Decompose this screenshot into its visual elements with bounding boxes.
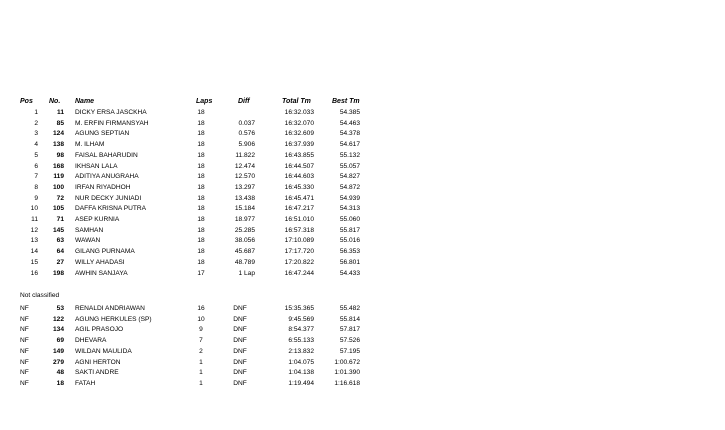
cell-total-time: 16:43.855 (284, 151, 314, 159)
cell-total-time: 9:45.569 (288, 315, 314, 323)
cell-total-time: 16:57.318 (284, 226, 314, 234)
table-row (0, 247, 725, 257)
cell-laps: 18 (197, 205, 205, 213)
cell-pos: 8 (34, 183, 38, 191)
cell-total-time: 16:47.244 (284, 269, 314, 277)
table-row (0, 119, 725, 129)
cell-best-time: 55.814 (339, 315, 360, 323)
cell-name: RENALDI ANDRIAWAN (75, 305, 145, 312)
cell-laps: 18 (197, 237, 205, 245)
cell-name: DHEVARA (75, 337, 107, 345)
cell-pos: NF (20, 379, 29, 387)
cell-best-time: 54.433 (339, 269, 360, 277)
cell-name: AGNI HERTON (75, 358, 121, 366)
cell-laps: 18 (197, 248, 205, 256)
cell-diff: 25.285 (234, 226, 255, 234)
cell-number: 71 (56, 216, 64, 223)
cell-pos: NF (20, 369, 29, 377)
table-row (0, 336, 725, 346)
cell-pos: NF (20, 315, 29, 323)
table-row (0, 204, 725, 214)
cell-best-time: 54.378 (339, 130, 360, 138)
cell-best-time: 55.482 (339, 305, 360, 312)
cell-diff: 0.576 (238, 130, 255, 138)
cell-pos: 7 (34, 173, 38, 181)
header-name: Name (75, 98, 95, 105)
table-row (0, 236, 725, 246)
cell-diff: DNF (233, 326, 247, 334)
cell-pos: NF (20, 347, 29, 355)
cell-laps: 17 (197, 269, 205, 277)
cell-diff: 15.184 (234, 205, 255, 213)
cell-number: 138 (52, 141, 64, 149)
cell-number: 11 (57, 109, 64, 116)
cell-number: 69 (56, 337, 64, 345)
cell-diff: DNF (233, 369, 247, 377)
cell-number: 149 (52, 347, 64, 355)
cell-total-time: 16:45.471 (284, 194, 314, 202)
cell-best-time: 54.872 (339, 183, 360, 191)
cell-diff: 13.297 (234, 183, 255, 191)
cell-diff: DNF (233, 337, 247, 345)
not-classified-label: Not classified (20, 292, 60, 299)
cell-number: 63 (56, 237, 64, 245)
cell-laps: 18 (197, 173, 205, 181)
cell-total-time: 8:54.377 (288, 326, 314, 334)
cell-name: SAKTI ANDRE (75, 369, 119, 377)
cell-name: WILDAN MAULIDA (75, 347, 132, 355)
cell-diff: DNF (233, 315, 247, 323)
cell-laps: 2 (199, 347, 203, 355)
table-row (0, 183, 725, 193)
cell-number: 105 (52, 205, 64, 213)
cell-pos: NF (20, 305, 29, 312)
cell-laps: 9 (199, 326, 203, 334)
cell-laps: 18 (197, 130, 205, 138)
table-row (0, 258, 725, 268)
table-row (0, 269, 725, 279)
cell-diff: 12.570 (234, 173, 255, 181)
cell-name: DAFFA KRISNA PUTRA (75, 205, 147, 213)
cell-name: WILLY AHADASI (75, 258, 125, 266)
cell-best-time: 57.526 (339, 337, 360, 345)
cell-name: AGUNG SEPTIAN (75, 130, 130, 138)
table-row (0, 347, 725, 357)
cell-laps: 10 (197, 315, 205, 323)
cell-total-time: 1:04.138 (288, 369, 314, 377)
cell-number: 27 (56, 258, 64, 266)
cell-total-time: 15:35.365 (284, 305, 314, 312)
cell-number: 168 (52, 162, 64, 170)
cell-total-time: 16:44.507 (284, 162, 314, 170)
cell-total-time: 17:20.822 (284, 258, 314, 266)
cell-total-time: 17:17.720 (284, 248, 314, 256)
cell-best-time: 55.132 (339, 151, 360, 159)
cell-pos: 13 (30, 237, 38, 245)
cell-number: 100 (52, 183, 64, 191)
cell-total-time: 16:32.033 (284, 109, 314, 116)
cell-best-time: 54.313 (339, 205, 360, 213)
cell-best-time: 54.385 (339, 109, 360, 116)
table-row (0, 108, 725, 118)
cell-number: 279 (52, 358, 64, 366)
cell-laps: 18 (197, 216, 205, 223)
cell-total-time: 16:32.070 (284, 119, 314, 127)
table-row (0, 325, 725, 335)
cell-laps: 18 (197, 226, 205, 234)
cell-diff: 1 Lap (238, 269, 255, 277)
cell-laps: 18 (197, 141, 205, 149)
table-row (0, 379, 725, 389)
cell-best-time: 56.353 (339, 248, 360, 256)
cell-pos: 11 (31, 216, 38, 223)
table-header (0, 97, 725, 107)
cell-best-time: 57.817 (339, 326, 360, 334)
cell-best-time: 54.617 (339, 141, 360, 149)
cell-total-time: 16:44.603 (284, 173, 314, 181)
cell-diff: 38.056 (234, 237, 255, 245)
table-row (0, 368, 725, 378)
cell-laps: 1 (199, 358, 203, 366)
cell-number: 198 (52, 269, 64, 277)
cell-best-time: 55.016 (339, 237, 360, 245)
cell-laps: 1 (199, 369, 203, 377)
cell-number: 48 (56, 369, 64, 377)
cell-total-time: 16:47.217 (284, 205, 314, 213)
cell-number: 134 (52, 326, 64, 334)
cell-total-time: 2:13.832 (288, 347, 314, 355)
cell-diff: DNF (233, 305, 247, 312)
cell-laps: 18 (197, 162, 205, 170)
cell-number: 18 (56, 379, 64, 387)
cell-diff: 0.037 (238, 119, 255, 127)
cell-number: 124 (52, 130, 64, 138)
cell-name: AWHIN SANJAYA (75, 269, 128, 277)
cell-name: AGUNG HERKULES (SP) (75, 315, 152, 323)
cell-pos: 14 (30, 248, 38, 256)
cell-name: AGIL PRASOJO (75, 326, 124, 334)
cell-name: GILANG PURNAMA (75, 248, 135, 256)
cell-pos: 2 (34, 119, 38, 127)
cell-pos: NF (20, 337, 29, 345)
cell-total-time: 16:32.609 (284, 130, 314, 138)
cell-laps: 18 (197, 151, 205, 159)
cell-total-time: 1:04.075 (288, 358, 314, 366)
cell-number: 145 (52, 226, 64, 234)
header-pos: Pos (20, 98, 33, 105)
header-total: Total Tm (282, 98, 311, 105)
cell-total-time: 16:51.010 (284, 216, 314, 223)
cell-diff: 12.474 (234, 162, 255, 170)
cell-diff: 45.687 (234, 248, 255, 256)
header-no: No. (49, 98, 61, 105)
cell-laps: 1 (199, 379, 203, 387)
cell-laps: 18 (197, 258, 205, 266)
table-row (0, 151, 725, 161)
cell-pos: NF (20, 326, 29, 334)
cell-total-time: 16:37.939 (284, 141, 314, 149)
cell-pos: 1 (34, 109, 38, 116)
cell-pos: 6 (34, 162, 38, 170)
table-row (0, 215, 725, 225)
cell-diff: 18.977 (234, 216, 255, 223)
cell-name: ADITIYA ANUGRAHA (75, 173, 139, 181)
cell-name: DICKY ERSA JASCKHA (75, 109, 147, 116)
cell-name: ASEP KURNIA (75, 216, 120, 223)
cell-best-time: 54.463 (339, 119, 360, 127)
table-row (0, 226, 725, 236)
cell-best-time: 1:00.672 (334, 358, 360, 366)
cell-number: 85 (56, 119, 64, 127)
table-row (0, 129, 725, 139)
table-row (0, 194, 725, 204)
cell-laps: 18 (197, 119, 205, 127)
cell-name: M. ERFIN FIRMANSYAH (75, 119, 149, 127)
cell-best-time: 57.195 (339, 347, 360, 355)
table-row (0, 140, 725, 150)
header-laps: Laps (196, 98, 213, 105)
cell-best-time: 1:16.618 (334, 379, 360, 387)
cell-pos: 4 (34, 141, 38, 149)
table-row (0, 358, 725, 368)
cell-name: FATAH (75, 379, 96, 387)
cell-name: IRFAN RIYADHOH (75, 183, 131, 191)
cell-number: 72 (56, 194, 64, 202)
cell-pos: 16 (30, 269, 38, 277)
cell-diff: 5.906 (238, 141, 255, 149)
cell-diff: DNF (233, 347, 247, 355)
cell-diff: 13.438 (234, 194, 255, 202)
cell-diff: DNF (233, 358, 247, 366)
header-diff: Diff (238, 98, 250, 105)
cell-best-time: 56.801 (339, 258, 360, 266)
cell-name: NUR DECKY JUNIADI (75, 194, 142, 202)
cell-number: 119 (53, 173, 64, 181)
cell-total-time: 6:55.133 (288, 337, 314, 345)
cell-laps: 18 (197, 183, 205, 191)
cell-best-time: 1:01.390 (334, 369, 360, 377)
cell-number: 98 (56, 151, 64, 159)
cell-pos: 5 (34, 151, 38, 159)
cell-best-time: 54.827 (339, 173, 360, 181)
table-row (0, 304, 725, 314)
table-row (0, 172, 725, 182)
cell-best-time: 55.057 (339, 162, 360, 170)
cell-total-time: 16:45.330 (284, 183, 314, 191)
cell-total-time: 17:10.089 (284, 237, 314, 245)
cell-name: FAISAL BAHARUDIN (75, 151, 138, 159)
cell-laps: 16 (197, 305, 205, 312)
cell-diff: 11.822 (235, 151, 255, 159)
cell-name: SAMHAN (75, 226, 104, 234)
table-row (0, 315, 725, 325)
table-row (0, 162, 725, 172)
cell-pos: 10 (30, 205, 38, 213)
cell-best-time: 54.939 (339, 194, 360, 202)
cell-number: 122 (52, 315, 64, 323)
cell-laps: 7 (199, 337, 203, 345)
cell-name: M. ILHAM (75, 141, 105, 149)
cell-diff: DNF (233, 379, 247, 387)
cell-number: 53 (56, 305, 64, 312)
cell-pos: NF (20, 358, 29, 366)
cell-number: 64 (56, 248, 64, 256)
cell-total-time: 1:19.494 (288, 379, 314, 387)
cell-best-time: 55.817 (339, 226, 360, 234)
cell-best-time: 55.060 (339, 216, 360, 223)
cell-pos: 9 (34, 194, 38, 202)
cell-name: WAWAN (75, 237, 101, 245)
cell-laps: 18 (197, 194, 205, 202)
cell-pos: 3 (34, 130, 38, 138)
cell-diff: 48.789 (234, 258, 255, 266)
cell-name: IKHSAN LALA (75, 162, 118, 170)
cell-laps: 18 (197, 109, 205, 116)
header-best: Best Tm (332, 98, 360, 105)
cell-pos: 12 (30, 226, 38, 234)
cell-pos: 15 (30, 258, 38, 266)
